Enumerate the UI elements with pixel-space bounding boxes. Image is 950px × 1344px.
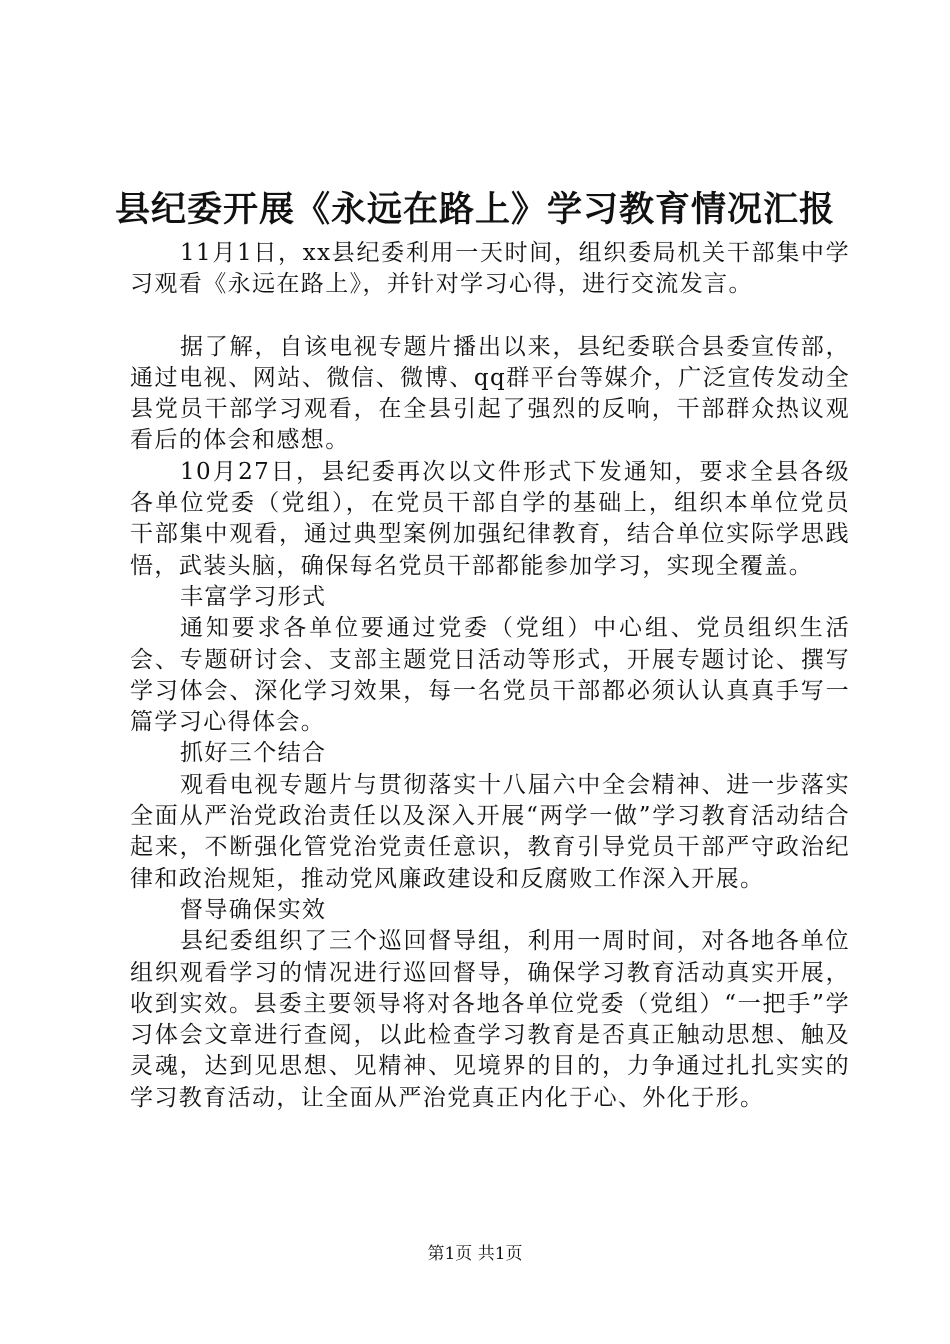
page-footer: 第1页 共1页 (427, 1244, 523, 1264)
paragraph-intro: 11月1日，xx县纪委利用一天时间，组织委局机关干部集中学习观看《永远在路上》，并针对学习心得，进行交流发言。 (130, 240, 850, 298)
paragraph-combination: 观看电视专题片与贯彻落实十八届六中全会精神、进一步落实全面从严治党政治责任以及深入开展“两学一做”学习教育活动结合起来，不断强化管党治党责任意识，教育引导党员干部严守政治纪律和政治规矩，推动党风廉政建设和反腐败工作深入开展。 (130, 771, 850, 892)
document-title: 县纪委开展《永远在路上》学习教育情况汇报 (114, 189, 835, 230)
section-heading-forms: 丰富学习形式 (180, 583, 327, 610)
document-body (130, 238, 850, 1114)
paragraph-notice: 10月27日，县纪委再次以文件形式下发通知，要求全县各级各单位党委（党组），在党员干部自学的基础上，组织本单位党员干部集中观看，通过典型案例加强纪律教育，结合单位实际学思践悟，武装头脑，确保每名党员干部都能参加学习，实现全覆盖。 (130, 458, 850, 579)
paragraph-spacer (130, 301, 850, 332)
paragraph-promotion: 据了解，自该电视专题片播出以来，县纪委联合县委宣传部，通过电视、网站、微信、微博、qq群平台等媒介，广泛宣传发动全县党员干部学习观看，在全县引起了强烈的反响，干部群众热议观看后的体会和感想。 (130, 333, 850, 454)
section-heading-combination: 抓好三个结合 (180, 740, 327, 767)
paragraph-supervision: 县纪委组织了三个巡回督导组，利用一周时间，对各地各单位组织观看学习的情况进行巡回督导，确保学习教育活动真实开展，收到实效。县委主要领导将对各地各单位党委（党组）“一把手”学习体会文章进行查阅，以此检查学习教育是否真正触动思想、触及灵魂，达到见思想、见精神、见境界的目的，力争通过扎扎实实的学习教育活动，让全面从严治党真正内化于心、外化于形。 (130, 928, 850, 1111)
paragraph-forms: 通知要求各单位要通过党委（党组）中心组、党员组织生活会、专题研讨会、支部主题党日活动等形式，开展专题讨论、撰写学习体会、深化学习效果，每一名党员干部都必须认认真真手写一篇学习心得体会。 (130, 615, 850, 736)
section-heading-supervision: 督导确保实效 (180, 896, 327, 923)
